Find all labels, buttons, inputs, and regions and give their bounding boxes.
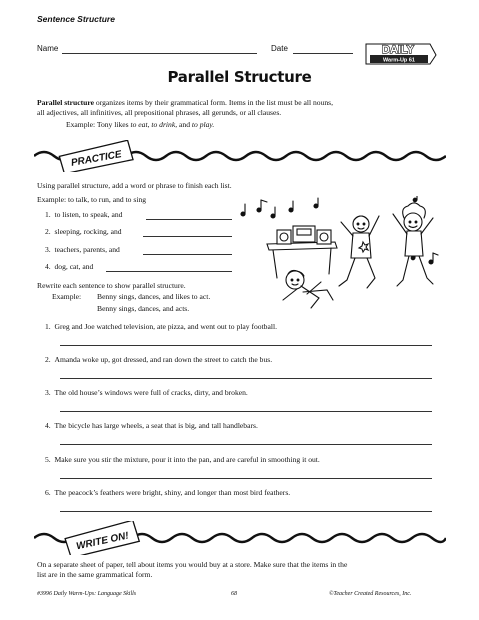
rewrite-item-4: 4. The bicycle has large wheels, a seat that is big, and tall handlebars. [45, 421, 258, 430]
practice-answer-3[interactable] [143, 254, 232, 255]
rewrite-answer-1[interactable] [60, 345, 432, 346]
rewrite-example-line1: Benny sings, dances, and likes to act. [97, 292, 211, 301]
badge-daily-text: DAILY [382, 44, 414, 56]
rewrite-item-3: 3. The old house’s windows were full of cracks, dirty, and broken. [45, 388, 248, 397]
badge-number-text: Warm-Up 61 [383, 57, 415, 64]
section-label: Sentence Structure [37, 14, 115, 24]
name-label: Name [37, 44, 59, 53]
rewrite-answer-3[interactable] [60, 411, 432, 412]
intro-line2: all adjectives, all infinitives, all prepositional phrases, all gerunds, or all clauses. [37, 108, 282, 117]
page-title: Parallel Structure [167, 68, 312, 86]
practice-banner-text: PRACTICE [70, 149, 123, 169]
footer-right: ©Teacher Created Resources, Inc. [329, 591, 412, 597]
practice-item-3: 3. teachers, parents, and [45, 245, 120, 254]
rewrite-answer-2[interactable] [60, 378, 432, 379]
intro-line1: organizes items by their grammatical form. Items in the list must be all nouns, [94, 98, 334, 107]
write-on-line1: On a separate sheet of paper, tell about items you would buy at a store. Make sure that the items in the [37, 560, 348, 569]
rewrite-instruction: Rewrite each sentence to show parallel structure. [37, 281, 186, 290]
practice-banner [34, 140, 446, 172]
rewrite-answer-4[interactable] [60, 444, 432, 445]
intro-example-and: and [177, 120, 192, 129]
practice-answer-1[interactable] [146, 219, 232, 220]
write-on-paragraph [37, 560, 457, 580]
intro-paragraph [37, 98, 457, 130]
write-on-line2: list are in the same grammatical form. [37, 570, 153, 579]
practice-example: Example: to talk, to run, and to sing [37, 195, 147, 204]
rewrite-item-6: 6. The peacock’s feathers were bright, shiny, and longer than most bird feathers. [45, 488, 291, 497]
practice-item-2: 2. sleeping, rocking, and [45, 227, 122, 236]
practice-answer-2[interactable] [143, 236, 232, 237]
practice-instruction: Using parallel structure, add a word or phrase to finish each list. [37, 181, 232, 190]
intro-term: Parallel structure [37, 98, 95, 107]
rewrite-item-1: 1. Greg and Joe watched television, ate pizza, and went out to play football. [45, 322, 277, 331]
footer-left: #3996 Daily Warm-Ups: Language Skills [37, 591, 137, 597]
rewrite-item-5: 5. Make sure you stir the mixture, pour it into the pan, and are careful in smoothing it out. [45, 455, 320, 464]
name-field[interactable] [62, 53, 257, 54]
intro-example-prefix: Example: Tony likes [66, 120, 131, 129]
intro-example-italic2: to play. [191, 120, 215, 129]
rewrite-item-2: 2. Amanda woke up, got dressed, and ran down the street to catch the bus. [45, 355, 273, 364]
rewrite-example-label: Example: [52, 292, 82, 301]
date-label: Date [271, 44, 288, 53]
intro-example-italic: to eat, to drink, [130, 120, 178, 129]
practice-answer-4[interactable] [106, 271, 232, 272]
date-field[interactable] [293, 53, 353, 54]
practice-item-4: 4. dog, cat, and [45, 262, 94, 271]
dancing-kids-illustration [237, 196, 447, 316]
rewrite-answer-5[interactable] [60, 478, 432, 479]
rewrite-example-line2: Benny sings, dances, and acts. [97, 304, 190, 313]
rewrite-answer-6[interactable] [60, 511, 432, 512]
write-on-banner [34, 521, 446, 555]
footer-page-number: 68 [231, 591, 237, 597]
practice-item-1: 1. to listen, to speak, and [45, 210, 123, 219]
daily-warmup-badge [360, 36, 440, 66]
write-on-banner-text: WRITE ON! [75, 530, 130, 553]
